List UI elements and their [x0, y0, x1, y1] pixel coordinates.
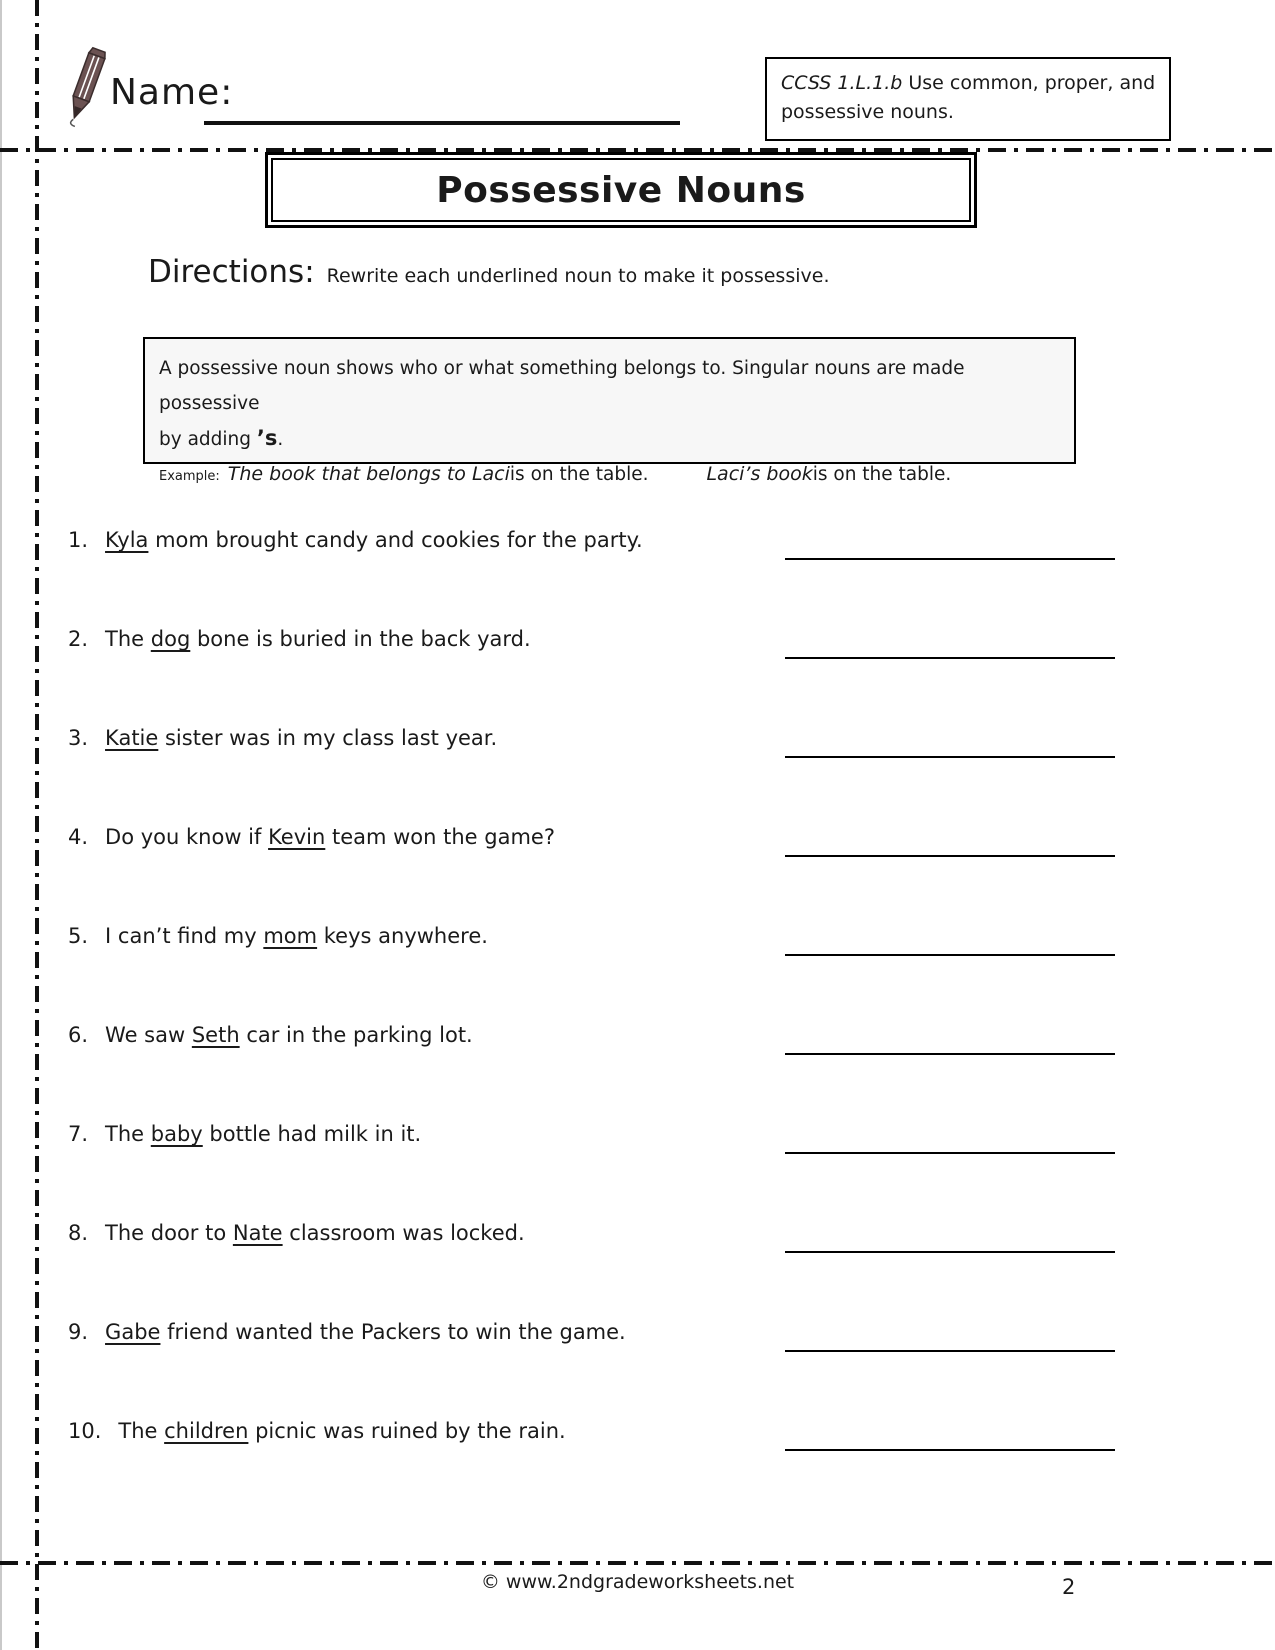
question-number: 4.: [68, 825, 89, 849]
sentence-post: picnic was ruined by the rain.: [248, 1419, 566, 1443]
rule-line-2-text: by adding: [159, 429, 257, 450]
question-row-7: [68, 1122, 1208, 1162]
name-label: Name:: [110, 72, 234, 113]
underlined-noun: Kevin: [268, 825, 326, 849]
underlined-noun: Nate: [232, 1221, 283, 1245]
question-sentence: [68, 627, 531, 651]
question-sentence: [68, 1023, 473, 1047]
question-number: 5.: [68, 924, 89, 948]
sentence-post: keys anywhere.: [317, 924, 488, 948]
question-number: 7.: [68, 1122, 89, 1146]
sentence-pre: I can’t find my: [105, 924, 264, 948]
answer-blank-line[interactable]: [785, 756, 1115, 758]
question-sentence: [68, 726, 497, 750]
question-sentence: [68, 1419, 566, 1443]
question-number: 1.: [68, 528, 89, 552]
directions-row: [148, 254, 829, 290]
question-number: 8.: [68, 1221, 89, 1245]
answer-blank-line[interactable]: [785, 558, 1115, 560]
question-row-8: [68, 1221, 1208, 1261]
sentence-post: friend wanted the Packers to win the game.: [160, 1320, 626, 1344]
apostrophe-s: ’s: [256, 426, 278, 450]
pencil-icon: [58, 44, 114, 140]
answer-blank-line[interactable]: [785, 657, 1115, 659]
ccss-standard-box: [765, 57, 1171, 141]
page-title: Possessive Nouns: [271, 158, 971, 222]
question-row-9: [68, 1320, 1208, 1360]
sentence-post: sister was in my class last year.: [158, 726, 498, 750]
page-number: 2: [1062, 1575, 1076, 1599]
question-number: 10.: [68, 1419, 102, 1443]
sentence-post: bottle had milk in it.: [202, 1122, 422, 1146]
question-sentence: [68, 1320, 626, 1344]
answer-blank-line[interactable]: [785, 1449, 1115, 1451]
underlined-noun: baby: [150, 1122, 203, 1146]
question-sentence: [68, 825, 555, 849]
sentence-pre: The: [118, 1419, 165, 1443]
rule-info-box: [143, 337, 1076, 485]
question-row-6: [68, 1023, 1208, 1063]
answer-blank-line[interactable]: [785, 954, 1115, 956]
question-sentence: [68, 1122, 421, 1146]
rule-line-2: [159, 421, 1060, 457]
question-number: 9.: [68, 1320, 89, 1344]
title-box: [265, 152, 977, 228]
underlined-noun: Kyla: [105, 528, 149, 552]
directions-text: Rewrite each underlined noun to make it possessive.: [326, 265, 830, 287]
rule-line-1: A possessive noun shows who or what something belongs to. Singular nouns are made possessive: [159, 358, 965, 414]
sentence-pre: Do you know if: [105, 825, 269, 849]
answer-blank-line[interactable]: [785, 1053, 1115, 1055]
underlined-noun: Seth: [191, 1023, 240, 1047]
question-sentence: [68, 924, 488, 948]
sentence-post: team won the game?: [325, 825, 555, 849]
directions-label: Directions:: [148, 254, 315, 290]
sentence-pre: We saw: [105, 1023, 192, 1047]
question-row-3: [68, 726, 1208, 766]
sentence-pre: The: [105, 627, 151, 651]
question-number: 3.: [68, 726, 89, 750]
underlined-noun: Katie: [105, 726, 159, 750]
example-possessive-form: Laci’s book: [706, 463, 813, 485]
ccss-code: CCSS 1.L.1.b: [781, 72, 903, 94]
page-edge-line: [0, 0, 2, 1650]
rule-line-2-period: .: [277, 429, 284, 450]
example-label: Example:: [159, 469, 220, 484]
underlined-noun: children: [164, 1419, 249, 1443]
question-row-5: [68, 924, 1208, 964]
left-fold-line: [35, 0, 39, 1650]
underlined-noun: dog: [150, 627, 191, 651]
ccss-text: Use common, proper, and possessive nouns.: [781, 72, 1156, 124]
example-long-form-rest: is on the table.: [509, 464, 649, 485]
question-row-2: [68, 627, 1208, 667]
example-possessive-form-rest: is on the table.: [812, 464, 952, 485]
sentence-post: car in the parking lot.: [239, 1023, 473, 1047]
sentence-pre: The door to: [105, 1221, 233, 1245]
question-sentence: [68, 528, 643, 552]
question-number: 6.: [68, 1023, 89, 1047]
question-row-10: [68, 1419, 1208, 1459]
question-sentence: [68, 1221, 525, 1245]
sentence-post: classroom was locked.: [282, 1221, 525, 1245]
name-blank-line[interactable]: [204, 121, 680, 125]
footer-divider-line: [0, 1561, 1275, 1565]
question-row-4: [68, 825, 1208, 865]
sentence-pre: The: [105, 1122, 151, 1146]
answer-blank-line[interactable]: [785, 855, 1115, 857]
answer-blank-line[interactable]: [785, 1251, 1115, 1253]
sentence-post: bone is buried in the back yard.: [190, 627, 531, 651]
underlined-noun: mom: [263, 924, 318, 948]
question-row-1: [68, 528, 1208, 568]
example-line: [159, 457, 1060, 494]
copyright-text: © www.2ndgradeworksheets.net: [480, 1571, 795, 1593]
answer-blank-line[interactable]: [785, 1350, 1115, 1352]
sentence-post: mom brought candy and cookies for the party.: [148, 528, 643, 552]
underlined-noun: Gabe: [105, 1320, 161, 1344]
question-number: 2.: [68, 627, 89, 651]
answer-blank-line[interactable]: [785, 1152, 1115, 1154]
example-long-form: The book that belongs to Laci: [227, 463, 510, 485]
